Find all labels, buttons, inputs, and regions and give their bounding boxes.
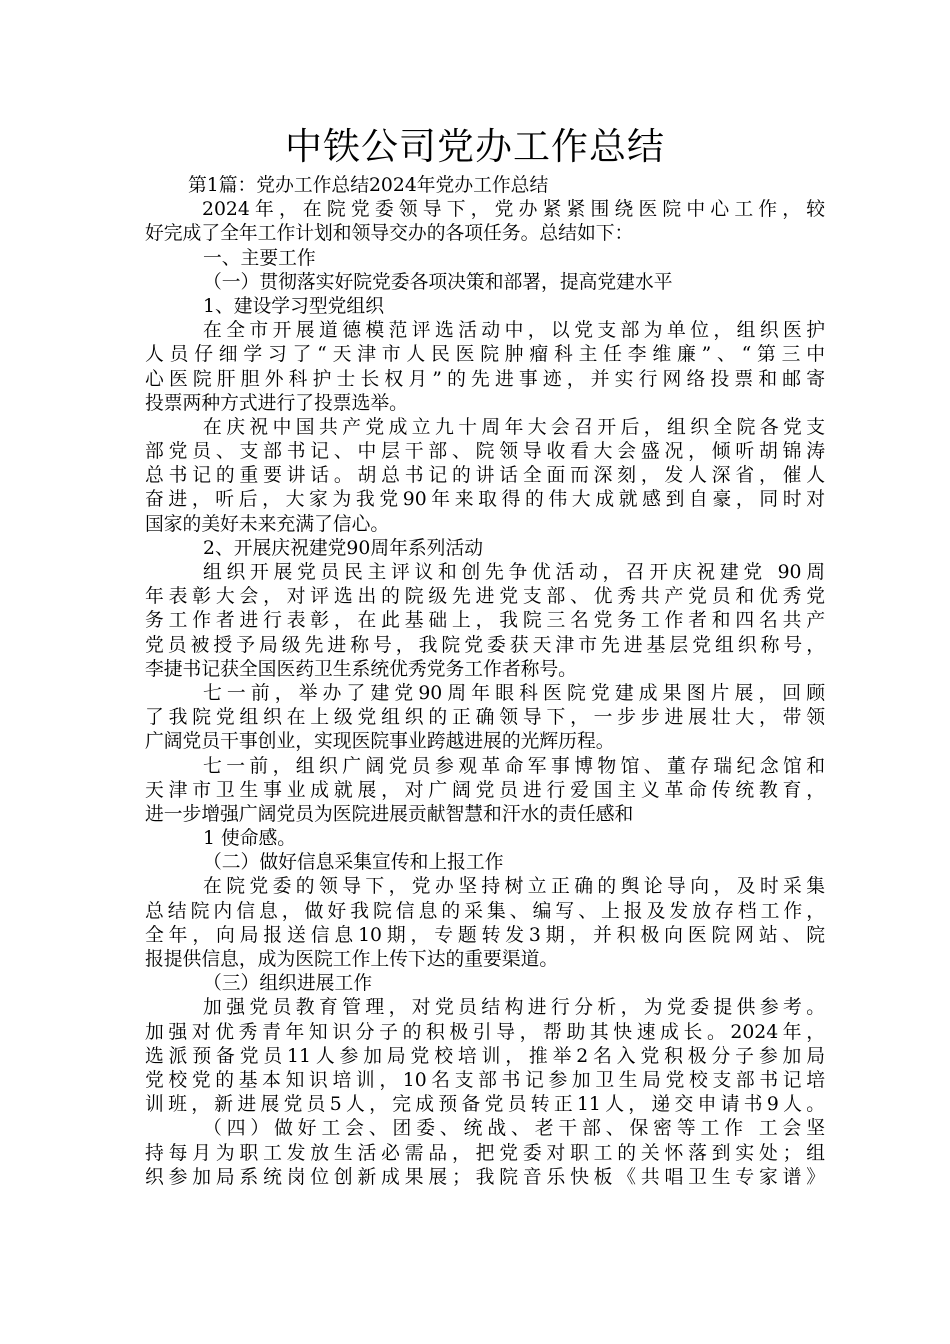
document-line: 心医院肝胆外科护士长权月”的先进事迹，并实行网络投票和邮寄 xyxy=(145,368,825,390)
document-line: 国家的美好未来充满了信心。 xyxy=(145,513,390,535)
document-line: 报提供信息，成为医院工作上传下达的重要渠道。 xyxy=(145,949,559,970)
document-line: 七一前，组织广阔党员参观革命军事博物馆、董存瑞纪念馆和 xyxy=(203,755,825,777)
section-heading: 2、开展庆祝建党90周年系列活动 xyxy=(203,537,484,559)
document-line: 李捷书记获全国医药卫生系统优秀党务工作者称号。 xyxy=(145,658,577,680)
section-heading: （二）做好信息采集宣传和上报工作 xyxy=(203,852,504,874)
document-line: 训班，新进展党员5人，完成预备党员转正11人，递交申请书9人。 xyxy=(145,1094,825,1116)
document-line: 全年，向局报送信息10期，专题转发3期，并积极向医院网站、院 xyxy=(145,924,825,946)
document-line: 党校党的基本知识培训，10名支部书记参加卫生局党校支部书记培 xyxy=(145,1069,825,1091)
document-line: 组织开展党员民主评议和创先争优活动，召开庆祝建党 90周 xyxy=(203,562,825,583)
document-line: 人员仔细学习了“天津市人民医院肿瘤科主任李维廉”、“第三中 xyxy=(145,344,825,366)
section-heading: 一、主要工作 xyxy=(203,247,316,269)
document-line: 七一前，举办了建党90周年眼科医院党建成果图片展，回顾 xyxy=(203,682,825,704)
document-line: 好完成了全年工作计划和领导交办的各项任务。总结如下： xyxy=(145,223,634,245)
section-heading: （一）贯彻落实好院党委各项决策和部署，提高党建水平 xyxy=(203,271,673,293)
document-body xyxy=(145,174,825,1190)
section-heading: （四）做好工会、团委、统战、老干部、保密等工作 工会坚 xyxy=(203,1118,825,1140)
document-line: 务工作者进行表彰，在此基础上，我院三名党务工作者和四名共产 xyxy=(145,610,825,632)
document-line: 在院党委的领导下，党办坚持树立正确的舆论导向，及时采集 xyxy=(203,876,825,898)
document-heading-line: 第1篇：党办工作总结2024年党办工作总结 xyxy=(188,175,549,196)
document-line: 投票两种方式进行了投票选举。 xyxy=(145,392,408,414)
document-line: 总结院内信息，做好我院信息的采集、编写、上报及发放存档工作， xyxy=(145,900,825,922)
document-line: 奋进，听后，大家为我党90年来取得的伟大成就感到自豪，同时对 xyxy=(145,489,825,511)
document-line: 织参加局系统岗位创新成果展；我院音乐快板《共唱卫生专家谱》 xyxy=(145,1166,825,1188)
document-line: 加强党员教育管理，对党员结构进行分析，为党委提供参考。 xyxy=(203,997,825,1019)
document-line: 选派预备党员11人参加局党校培训，推举2名入党积极分子参加局 xyxy=(145,1045,825,1067)
document-line: 广阔党员干事创业，实现医院事业跨越进展的光辉历程。 xyxy=(145,731,615,753)
document-line: 年表彰大会，对评选出的院级先进党支部、优秀共产党员和优秀党 xyxy=(145,586,825,608)
document-line: 进一步增强广阔党员为医院进展贡献智慧和汗水的责任感和 xyxy=(145,803,634,825)
document-line: 1 使命感。 xyxy=(203,828,297,850)
document-line: 总书记的重要讲话。胡总书记的讲话全面而深刻，发人深省，催人 xyxy=(145,465,825,487)
document-line: 持每月为职工发放生活必需品，把党委对职工的关怀落到实处；组 xyxy=(145,1142,825,1164)
document-line: 在庆祝中国共产党成立九十周年大会召开后，组织全院各党支 xyxy=(203,416,825,438)
section-heading: （三）组织进展工作 xyxy=(203,973,373,995)
document-line: 天津市卫生事业成就展，对广阔党员进行爱国主义革命传统教育， xyxy=(145,779,825,801)
document-line: 加强对优秀青年知识分子的积极引导，帮助其快速成长。2024年， xyxy=(145,1021,825,1043)
document-title: 中铁公司党办工作总结 xyxy=(285,125,665,168)
document-line: 2024年，在院党委领导下，党办紧紧围绕医院中心工作，较 xyxy=(202,199,825,221)
document-line: 在全市开展道德模范评选活动中，以党支部为单位，组织医护 xyxy=(203,320,825,342)
document-line: 了我院党组织在上级党组织的正确领导下，一步步进展壮大，带领 xyxy=(145,707,825,729)
document-line: 部党员、支部书记、中层干部、院领导收看大会盛况，倾听胡锦涛 xyxy=(145,441,825,463)
document-line: 党员被授予局级先进称号，我院党委获天津市先进基层党组织称号， xyxy=(145,634,825,656)
section-heading: 1、建设学习型党组织 xyxy=(203,295,384,317)
